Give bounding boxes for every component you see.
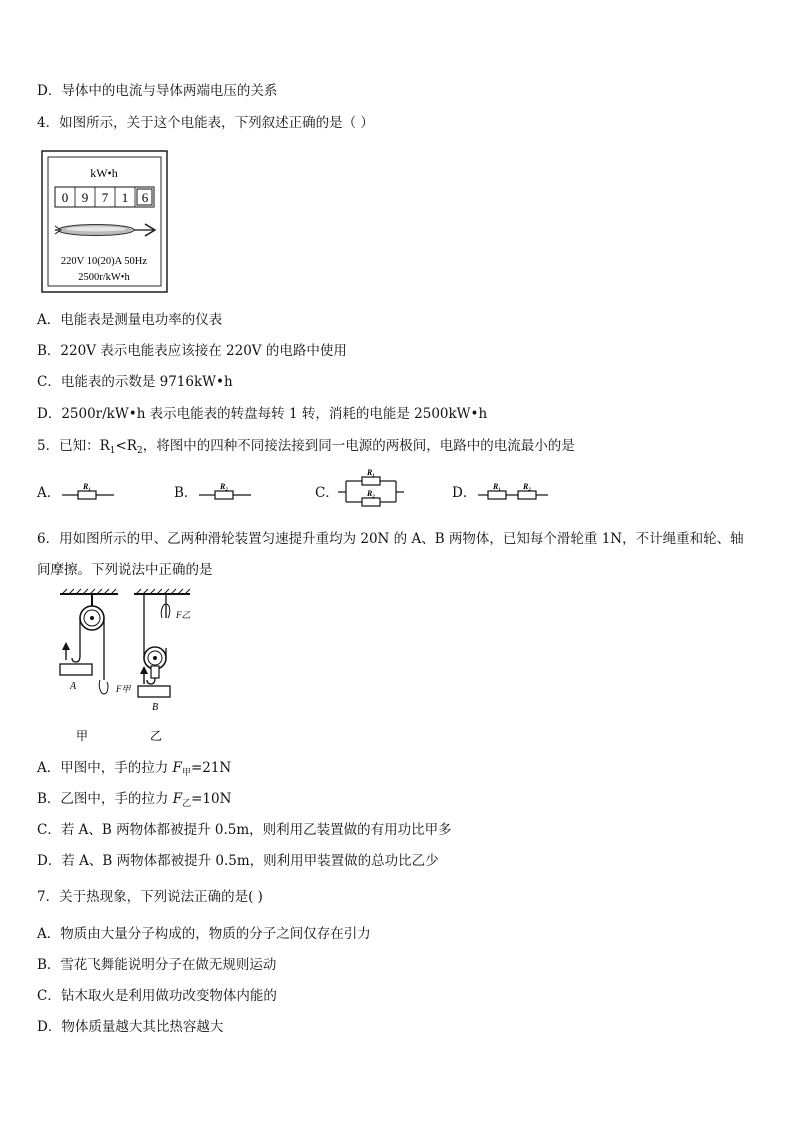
q5-stem-part1: 5．已知：R <box>37 438 110 454</box>
force-yi-label: F乙 <box>176 610 191 620</box>
q5-sub-2: 2 <box>136 446 143 456</box>
meter-spec-line2: 2500r/kW•h <box>78 272 130 283</box>
q6-option-a-force: F <box>172 760 182 776</box>
q5-label-d: D． <box>452 485 477 501</box>
q6-option-d: D．若 A、B 两物体都被提升 0.5m，则利用甲装置做的总功比乙少 <box>37 853 439 869</box>
q7-option-a: A．物质由大量分子构成的，物质的分子之间仅存在引力 <box>37 926 371 942</box>
q5-label-b: B． <box>174 485 198 501</box>
meter-unit: kW•h <box>90 166 118 180</box>
q4-option-d: D．2500r/kW•h 表示电能表的转盘每转 1 转，消耗的电能是 2500kW•h <box>37 406 488 422</box>
resistor-label: R₂ <box>219 482 229 491</box>
q5-stem-part2: ，将图中的四种不同接法接到同一电源的两极间，电路中的电流最小的是 <box>142 438 575 454</box>
resistor-label: R₂ <box>522 482 532 491</box>
q6-option-b-sub: 乙 <box>182 799 192 809</box>
q4-option-c: C．电能表的示数是 9716kW•h <box>37 374 233 390</box>
resistor-label: R₁ <box>492 482 502 491</box>
resistor-label: R₁ <box>82 482 92 491</box>
q6-stem: 6．用如图所示的甲、乙两种滑轮装置匀速提升重均为 20N 的 A、B 两物体，已知每个滑轮重 1N，不计绳重和轮、轴间摩擦。下列说法中正确的是 <box>37 531 744 578</box>
meter-digit-4: 1 <box>121 190 129 205</box>
meter-digit-5: 6 <box>141 190 149 205</box>
q7-option-d: D．物体质量越大其比热容越大 <box>37 1019 224 1035</box>
electric-meter-figure <box>41 150 168 293</box>
q6-option-a <box>37 758 231 783</box>
q6-option-b-value: =10N <box>191 791 232 807</box>
q5-stem <box>37 436 575 461</box>
q5-circuit-c <box>336 466 406 512</box>
q5-label-c: C． <box>315 485 339 501</box>
q4-option-b: B．220V 表示电能表应该接在 220V 的电路中使用 <box>37 343 347 359</box>
q6-option-a-value: =21N <box>190 760 232 776</box>
q5-label-a: A． <box>37 485 61 501</box>
q6-option-a-text: A．甲图中，手的拉力 <box>37 760 173 776</box>
meter-spec-line1: 220V 10(20)A 50Hz <box>60 256 148 267</box>
q5-sub-1: 1 <box>109 446 116 456</box>
meter-digit-2: 9 <box>81 190 89 205</box>
q7-stem: 7．关于热现象，下列说法正确的是( ) <box>37 889 263 905</box>
q4-stem: 4．如图所示，关于这个电能表，下列叙述正确的是（ ） <box>37 115 374 131</box>
q6-option-b-force: F <box>172 791 183 807</box>
q5-circuit-d <box>476 480 550 504</box>
q7-option-c: C．钻木取火是利用做功改变物体内能的 <box>37 988 277 1004</box>
block-a-label: A <box>69 681 77 692</box>
q5-less-than: <R <box>115 438 137 454</box>
q7-option-b: B．雪花飞舞能说明分子在做无规则运动 <box>37 957 277 973</box>
q5-circuit-b <box>197 480 253 504</box>
pulley-figure <box>56 588 216 748</box>
q5-circuit-a <box>60 480 116 504</box>
q6-option-c: C．若 A、B 两物体都被提升 0.5m，则利用乙装置做的有用功比甲多 <box>37 822 452 838</box>
resistor-label: R₁ <box>366 468 376 477</box>
block-b-label: B <box>151 702 159 713</box>
meter-digit-1: 0 <box>61 190 69 205</box>
figure-yi-label: 乙 <box>149 729 163 743</box>
q4-option-a: A．电能表是测量电功率的仪表 <box>37 312 223 328</box>
q3-option-d: D．导体中的电流与导体两端电压的关系 <box>37 83 278 99</box>
q6-option-b-text: B．乙图中，手的拉力 <box>37 791 173 807</box>
figure-jia-label: 甲 <box>75 729 89 743</box>
q6-option-a-sub: 甲 <box>181 768 191 778</box>
meter-digit-3: 7 <box>101 190 109 205</box>
resistor-label: R₂ <box>366 489 376 498</box>
force-jia-label: F甲 <box>116 684 131 694</box>
q6-option-b <box>37 789 231 814</box>
